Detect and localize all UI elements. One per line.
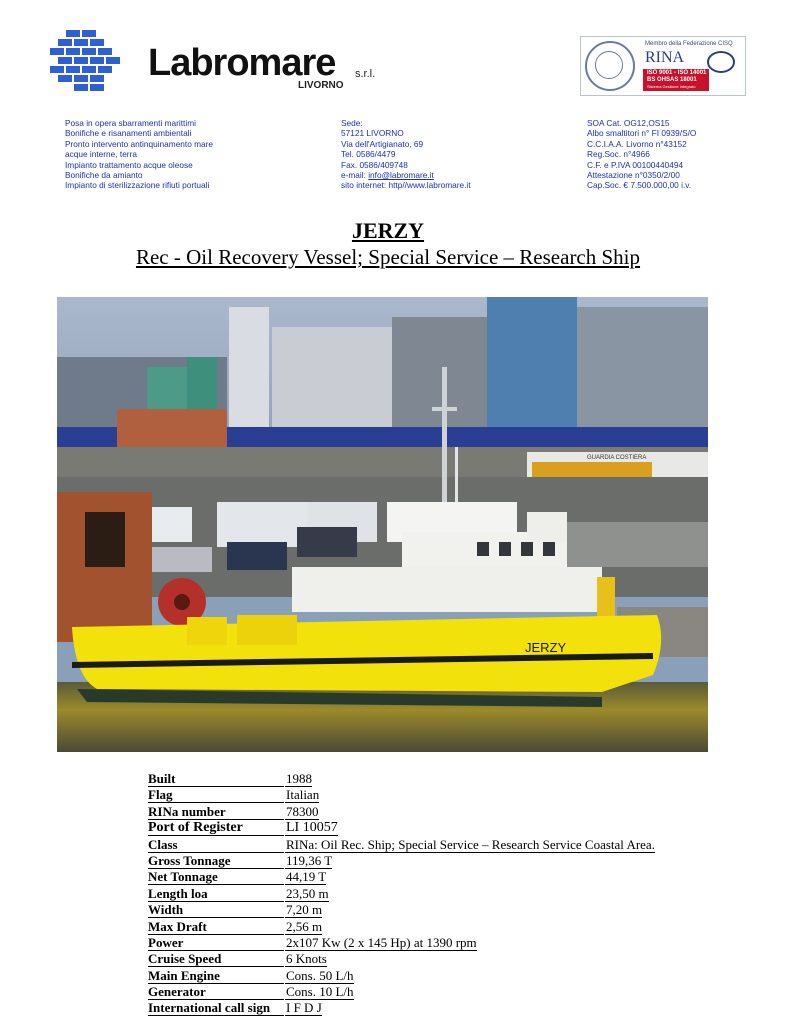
spec-row bbox=[148, 902, 708, 918]
spec-row bbox=[148, 919, 708, 935]
registry-item: SOA Cat. OG12,OS15 bbox=[587, 118, 670, 128]
vessel-specs-table bbox=[148, 771, 708, 1017]
address-fax: Fax. 0586/409748 bbox=[341, 159, 408, 170]
rina-cert-line1: ISO 9001 - ISO 14001 bbox=[647, 70, 707, 76]
spec-label: Max Draft bbox=[148, 919, 284, 935]
vessel-illustration bbox=[57, 297, 708, 752]
spec-label: Flag bbox=[148, 787, 284, 803]
spec-value: 7,20 m bbox=[286, 902, 323, 918]
service-item: Impianto trattamento acque oleose bbox=[65, 159, 193, 170]
rina-member-text: Membro della Federazione CISQ bbox=[645, 41, 733, 47]
spec-row bbox=[148, 984, 708, 1000]
spec-label: Class bbox=[148, 837, 284, 853]
registry-item: Reg.Soc. n°4966 bbox=[587, 149, 650, 160]
website-link[interactable]: sito internet: http//www.labromare.it bbox=[341, 180, 471, 191]
spec-label: RINa number bbox=[148, 804, 284, 820]
rina-certification-badge bbox=[580, 36, 746, 96]
services-list bbox=[65, 118, 213, 191]
spec-value: 2,56 m bbox=[286, 918, 323, 934]
spec-label: Width bbox=[148, 902, 284, 918]
spec-value: Cons. 50 L/h bbox=[286, 967, 354, 983]
rina-seal-icon bbox=[585, 41, 635, 91]
rina-cert-line2: BS OHSAS 18001 bbox=[647, 77, 697, 83]
address-city: 57121 LIVORNO bbox=[341, 128, 404, 139]
address-label: Sede: bbox=[341, 118, 363, 128]
service-item: Impianto di sterilizzazione rifiuti portuali bbox=[65, 180, 210, 191]
address-block bbox=[341, 118, 471, 191]
registry-item: Cap.Soc. € 7.500.000,00 i.v. bbox=[587, 180, 692, 191]
spec-value: RINa: Oil Rec. Ship; Special Service – Research Service Coastal Area. bbox=[286, 836, 655, 852]
logo-text: Labromare bbox=[148, 42, 336, 84]
rina-name: RINA bbox=[645, 49, 685, 66]
spec-row bbox=[148, 820, 708, 836]
email-link[interactable]: info@labromare.it bbox=[368, 170, 434, 181]
spec-row bbox=[148, 1000, 708, 1016]
spec-label: Port of Register bbox=[148, 820, 284, 836]
spec-value: LI 10057 bbox=[286, 820, 338, 836]
cisq-badge-icon bbox=[707, 51, 735, 73]
service-item: Bonifiche da amianto bbox=[65, 170, 143, 181]
spec-value: 78300 bbox=[286, 803, 319, 819]
spec-value: 1988 bbox=[286, 771, 312, 786]
address-tel: Tel. 0586/4479 bbox=[341, 149, 396, 160]
spec-value: 6 Knots bbox=[286, 951, 327, 967]
spec-label: Cruise Speed bbox=[148, 951, 284, 967]
service-item: Posa in opera sbarramenti marittimi bbox=[65, 118, 196, 128]
service-item: Pronto intervento antinquinamento mare bbox=[65, 138, 214, 149]
document-title: JERZY bbox=[351, 218, 425, 243]
spec-row bbox=[148, 935, 708, 951]
spec-label: Built bbox=[148, 771, 284, 787]
registry-block bbox=[587, 118, 696, 191]
spec-label: Power bbox=[148, 935, 284, 951]
registry-item: Attestazione n°0350/2/00 bbox=[587, 170, 680, 181]
spec-row bbox=[148, 869, 708, 885]
spec-value: 2x107 Kw (2 x 145 Hp) at 1390 rpm bbox=[286, 934, 477, 950]
registry-item: C.F. e P.IVA 00100440494 bbox=[587, 159, 684, 170]
spec-value: 119,36 T bbox=[286, 852, 333, 868]
hull-name-label: JERZY bbox=[525, 640, 567, 655]
spec-row bbox=[148, 968, 708, 984]
spec-value: Italian bbox=[286, 787, 320, 803]
rina-cert-line3: Sistema Gestione Integrato bbox=[647, 84, 696, 89]
service-item: acque interne, terra bbox=[65, 149, 137, 160]
spec-label: International call sign bbox=[148, 1000, 284, 1016]
spec-label: Length loa bbox=[148, 886, 284, 902]
logo-city: LIVORNO bbox=[298, 80, 344, 91]
spec-row bbox=[148, 951, 708, 967]
spec-label: Generator bbox=[148, 984, 284, 1000]
spec-row bbox=[148, 804, 708, 820]
service-item: Bonifiche e risanamenti ambientali bbox=[65, 128, 192, 139]
spec-label: Gross Tonnage bbox=[148, 853, 284, 869]
registry-item: Albo smaltitori n° FI 0939/S/O bbox=[587, 128, 697, 139]
spec-label: Main Engine bbox=[148, 968, 284, 984]
address-street: Via dell'Artigianato, 69 bbox=[341, 138, 424, 149]
vessel-photo bbox=[57, 297, 708, 752]
spec-value: 23,50 m bbox=[286, 885, 329, 901]
registry-item: C.C.I.A.A. Livorno n°43152 bbox=[587, 138, 687, 149]
document-subtitle: Rec - Oil Recovery Vessel; Special Service – Research Ship bbox=[135, 245, 641, 269]
spec-row bbox=[148, 853, 708, 869]
spec-value: 44,19 T bbox=[286, 869, 327, 885]
labromare-logo-icon bbox=[48, 24, 148, 104]
spec-row bbox=[148, 886, 708, 902]
spec-value: Cons. 10 L/h bbox=[286, 984, 354, 1000]
spec-value: I F D J bbox=[286, 1000, 322, 1016]
address-email-line: e-mail: info@labromare.it bbox=[341, 170, 434, 181]
logo-suffix: s.r.l. bbox=[355, 68, 376, 80]
spec-row bbox=[148, 787, 708, 803]
spec-label: Net Tonnage bbox=[148, 869, 284, 885]
spec-row bbox=[148, 771, 708, 787]
spec-row bbox=[148, 837, 708, 853]
coast-guard-sign: GUARDIA COSTIERA bbox=[587, 455, 647, 461]
